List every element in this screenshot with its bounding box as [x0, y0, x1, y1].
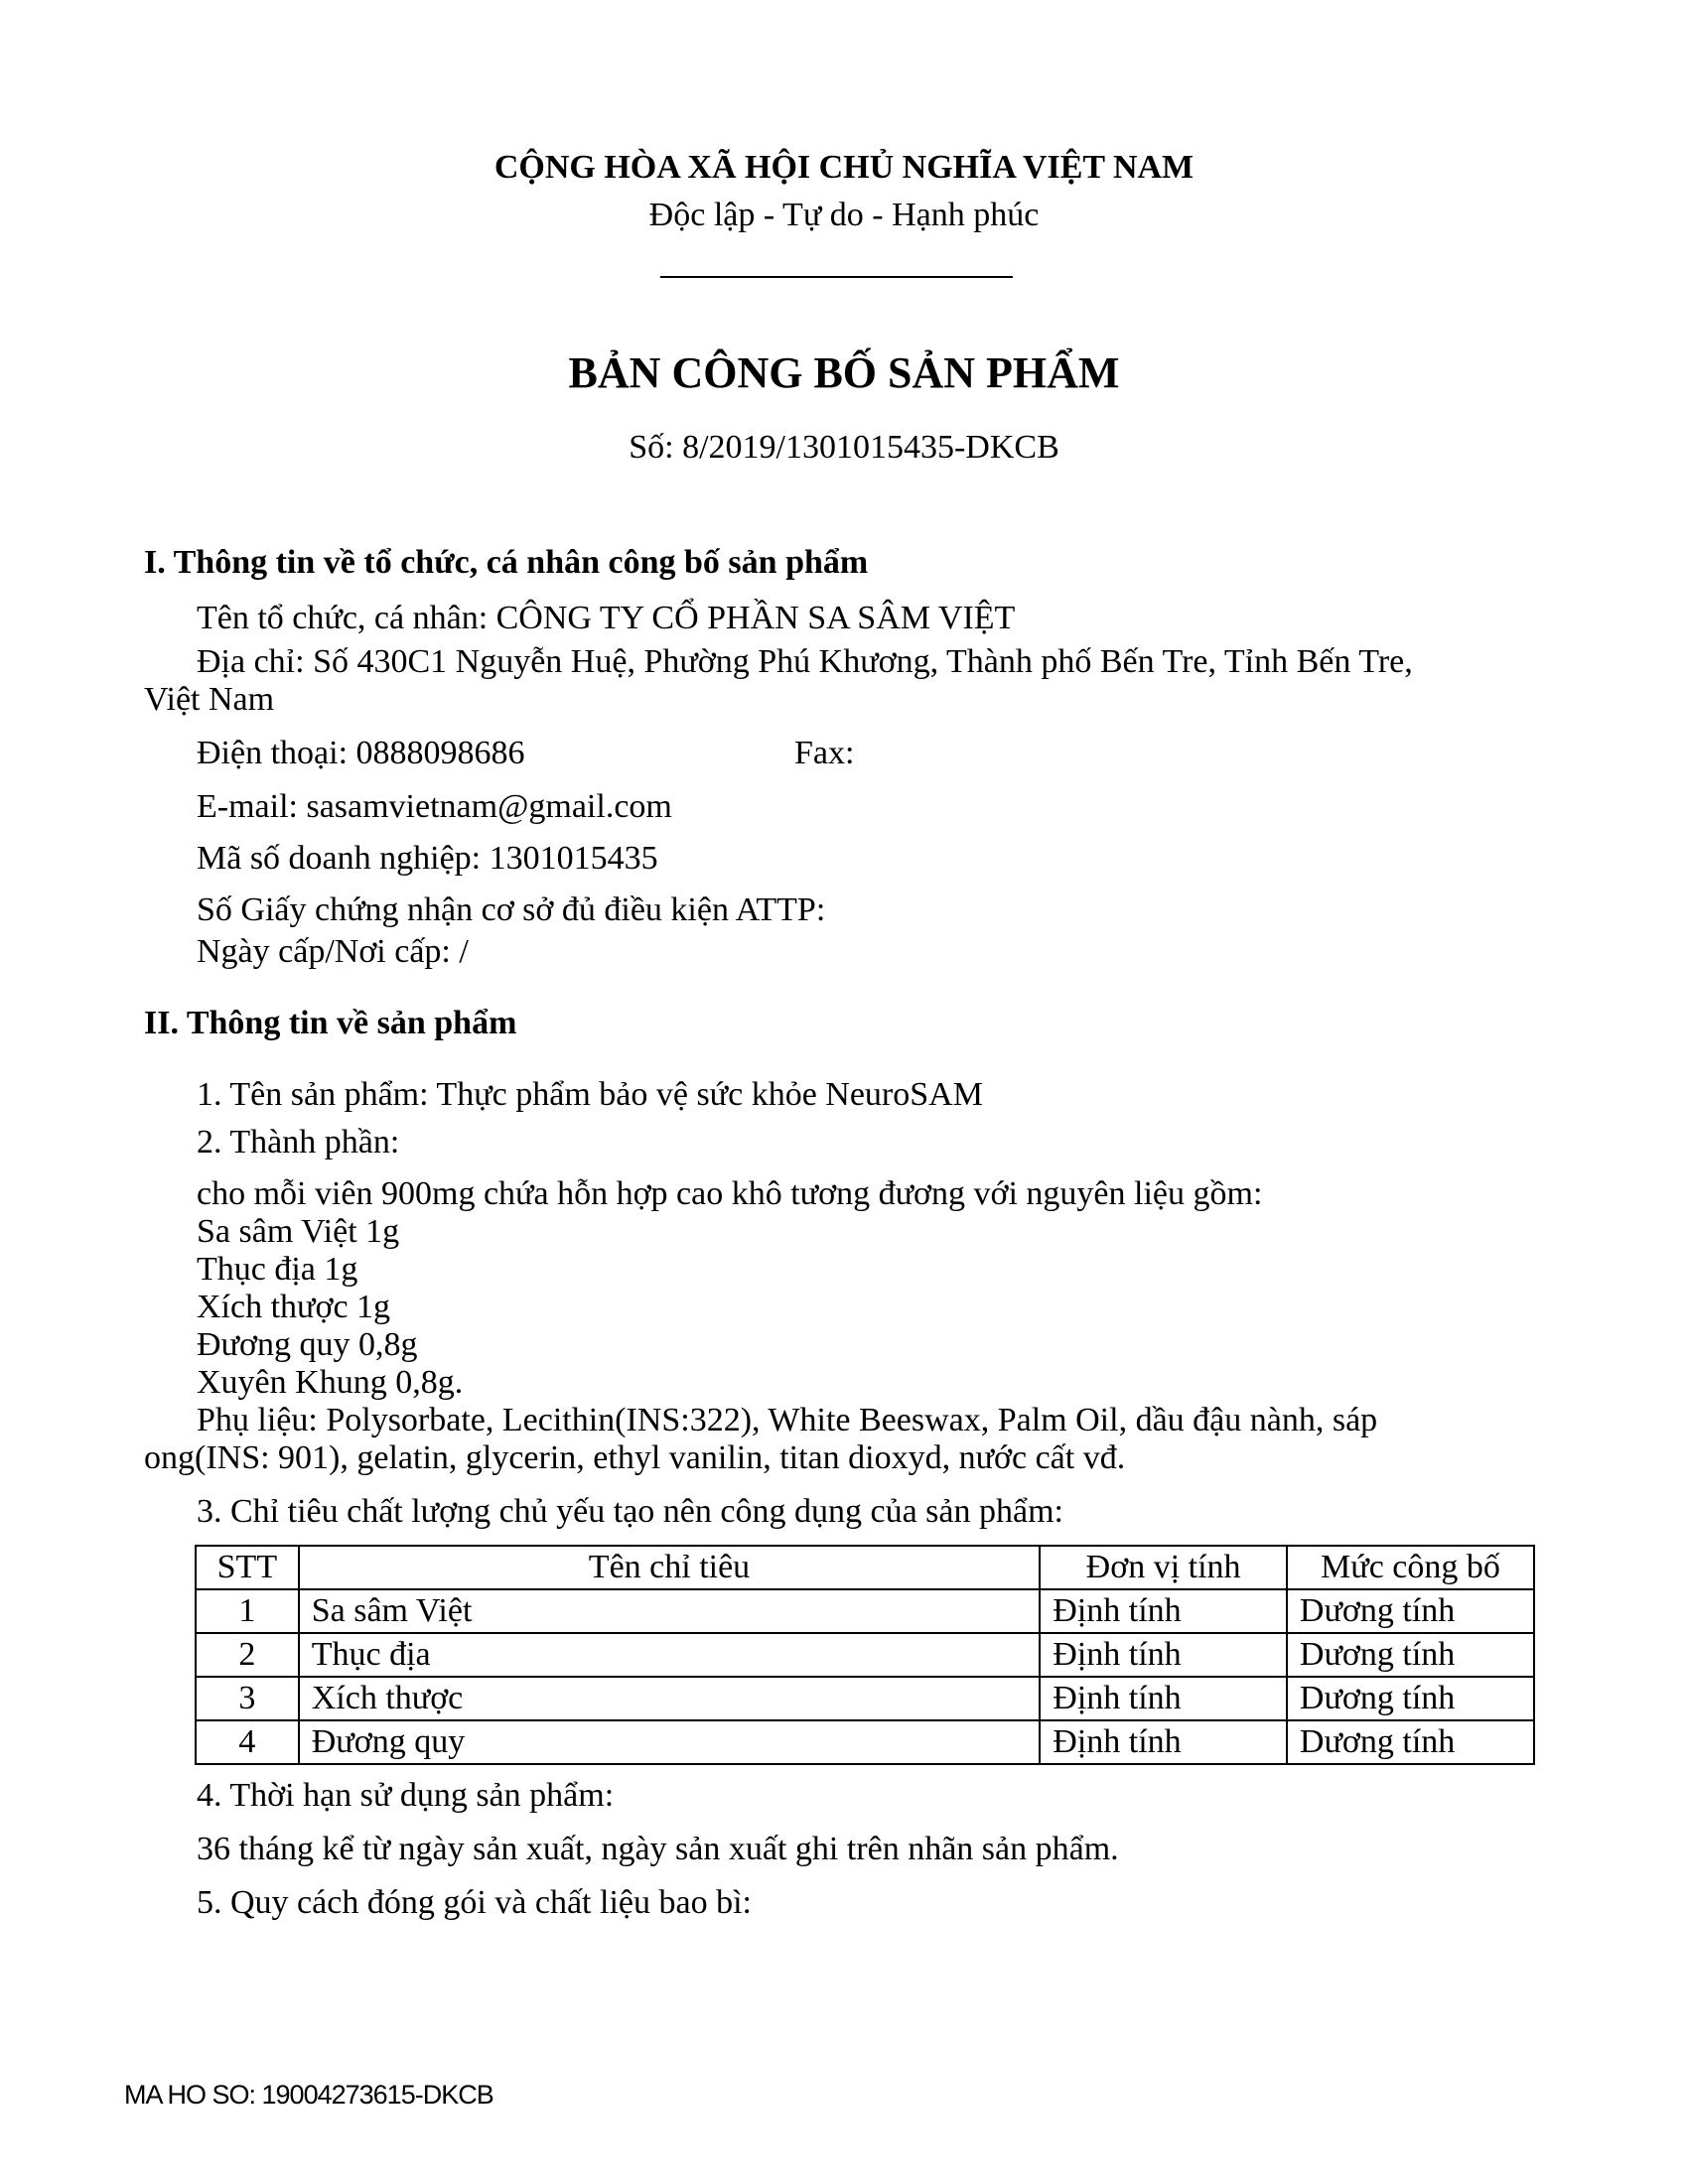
table-header-cell: Mức công bố	[1287, 1546, 1534, 1589]
section1-heading: I. Thông tin về tổ chức, cá nhân công bố sản phẩm	[144, 544, 869, 581]
org-name: Tên tổ chức, cá nhân: CÔNG TY CỔ PHẦN SA SÂM VIỆT	[197, 600, 1016, 636]
table-cell: 1	[196, 1589, 299, 1633]
food-safety-certificate: Số Giấy chứng nhận cơ sở đủ điều kiện ATTP:	[197, 891, 826, 928]
excipients-line2: ong(INS: 901), gelatin, glycerin, ethyl vanilin, titan dioxyd, nước cất vđ.	[144, 1439, 1126, 1476]
table-cell: Định tính	[1040, 1720, 1287, 1764]
ingredient-item: Sa sâm Việt 1g	[197, 1213, 400, 1250]
document-number: Số: 8/2019/1301015435-DKCB	[629, 429, 1059, 466]
table-cell: 4	[196, 1720, 299, 1764]
email: E-mail: sasamvietnam@gmail.com	[197, 788, 672, 825]
table-cell: Sa sâm Việt	[299, 1589, 1041, 1633]
section2-heading: II. Thông tin về sản phẩm	[144, 1005, 517, 1041]
document-title: BẢN CÔNG BỐ SẢN PHẨM	[568, 348, 1120, 397]
table-cell: Dương tính	[1287, 1589, 1534, 1633]
table-header-cell: STT	[196, 1546, 299, 1589]
table-header-cell: Tên chỉ tiêu	[299, 1546, 1041, 1589]
table-header-cell: Đơn vị tính	[1040, 1546, 1287, 1589]
table-cell: 2	[196, 1633, 299, 1677]
table-cell: Dương tính	[1287, 1633, 1534, 1677]
tax-code: Mã số doanh nghiệp: 1301015435	[197, 840, 658, 877]
address-line2: Việt Nam	[144, 681, 275, 718]
table-cell: 3	[196, 1677, 299, 1720]
country-name: CỘNG HÒA XÃ HỘI CHỦ NGHĨA VIỆT NAM	[493, 149, 1195, 186]
phone: Điện thoại: 0888098686	[197, 735, 525, 771]
packaging-label: 5. Quy cách đóng gói và chất liệu bao bì:	[197, 1884, 752, 1921]
ingredient-item: Xuyên Khung 0,8g.	[197, 1364, 464, 1401]
address-line1: Địa chỉ: Số 430C1 Nguyễn Huệ, Phường Phú Khương, Thành phố Bến Tre, Tỉnh Bến Tre,	[197, 643, 1413, 680]
table-cell: Định tính	[1040, 1589, 1287, 1633]
table-row	[196, 1633, 1534, 1677]
table-row	[196, 1589, 1534, 1633]
table-cell: Đương quy	[299, 1720, 1041, 1764]
table-cell: Thục địa	[299, 1633, 1041, 1677]
quality-criteria-label: 3. Chỉ tiêu chất lượng chủ yếu tạo nên công dụng của sản phẩm:	[197, 1493, 1063, 1530]
ingredient-item: Đương quy 0,8g	[197, 1326, 418, 1363]
table-header-row	[196, 1546, 1534, 1589]
table-cell: Định tính	[1040, 1677, 1287, 1720]
ingredient-item: Thục địa 1g	[197, 1251, 358, 1288]
composition-label: 2. Thành phần:	[197, 1124, 400, 1160]
record-code-text: MA HO SO: 19004273615-DKCB	[124, 2080, 493, 2110]
table-row	[196, 1720, 1534, 1764]
product-name: 1. Tên sản phẩm: Thực phẩm bảo vệ sức khỏe NeuroSAM	[197, 1076, 983, 1113]
table-cell: Dương tính	[1287, 1720, 1534, 1764]
quality-criteria-table	[195, 1545, 1535, 1765]
table-cell: Dương tính	[1287, 1677, 1534, 1720]
ingredient-item: Xích thược 1g	[197, 1289, 391, 1325]
table-row	[196, 1677, 1534, 1720]
excipients-line1: Phụ liệu: Polysorbate, Lecithin(INS:322), White Beeswax, Palm Oil, dầu đậu nành, sáp	[197, 1402, 1378, 1438]
composition-intro: cho mỗi viên 900mg chứa hỗn hợp cao khô tương đương với nguyên liệu gồm:	[197, 1175, 1263, 1212]
header-divider	[660, 276, 1013, 278]
record-code	[124, 2080, 493, 2111]
shelf-life-label: 4. Thời hạn sử dụng sản phẩm:	[197, 1777, 615, 1814]
shelf-life-value: 36 tháng kể từ ngày sản xuất, ngày sản xuất ghi trên nhãn sản phẩm.	[197, 1831, 1119, 1867]
motto: Độc lập - Tự do - Hạnh phúc	[648, 197, 1040, 233]
table-cell: Định tính	[1040, 1633, 1287, 1677]
issue-date-place: Ngày cấp/Nơi cấp: /	[197, 933, 469, 970]
fax: Fax:	[794, 735, 855, 771]
table-cell: Xích thược	[299, 1677, 1041, 1720]
